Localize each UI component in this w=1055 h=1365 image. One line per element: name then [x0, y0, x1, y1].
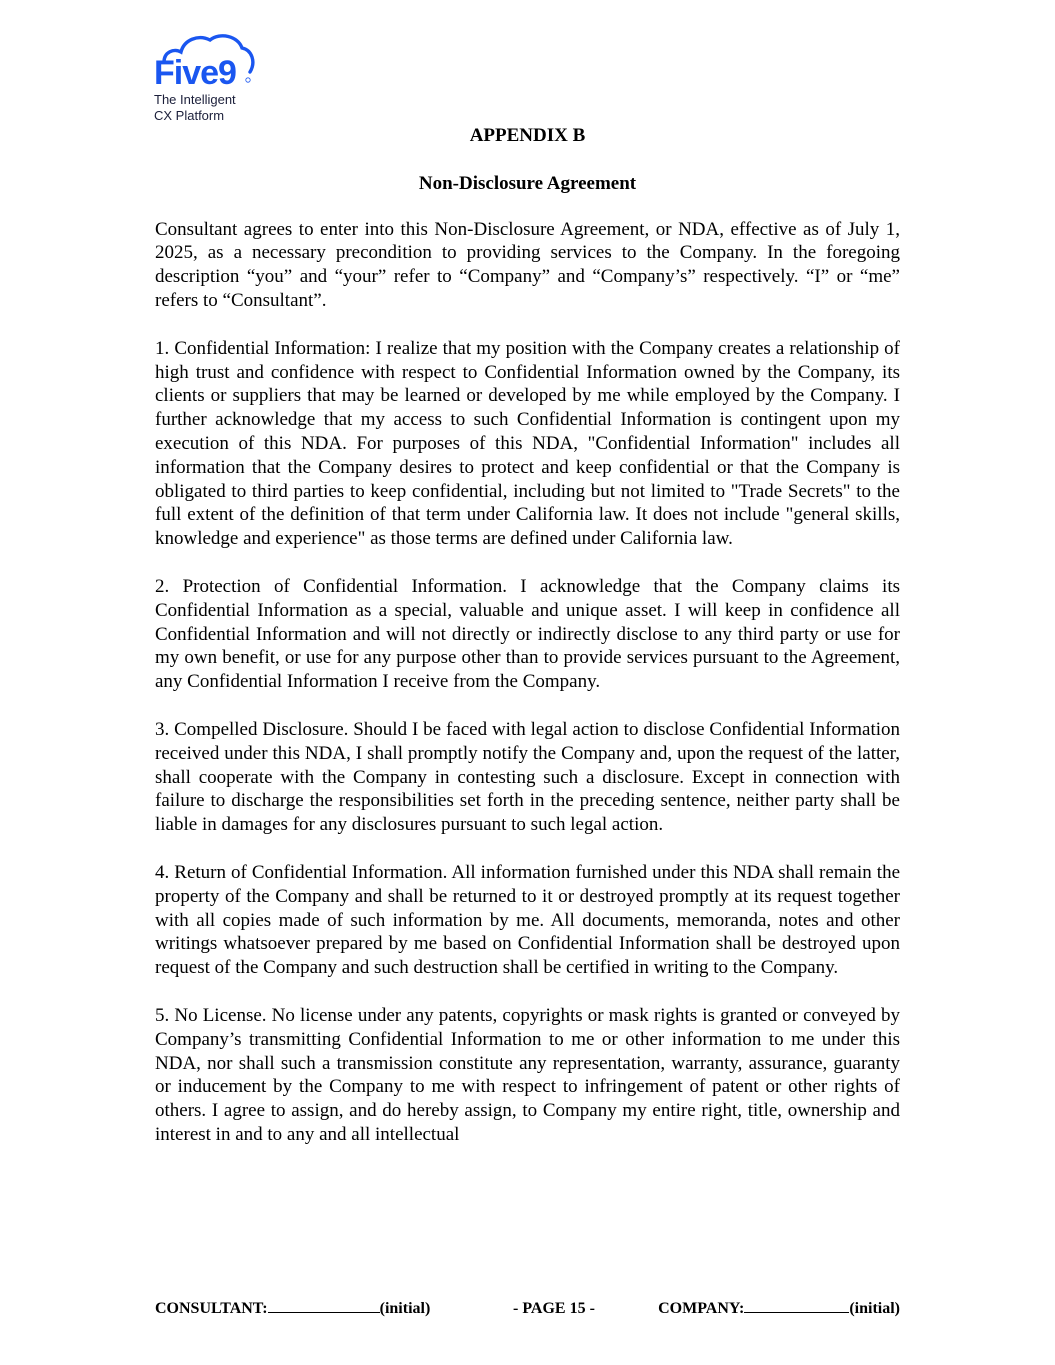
company-initial-block	[658, 1298, 900, 1320]
consultant-label: CONSULTANT:	[155, 1300, 268, 1317]
company-initial-text: (initial)	[849, 1300, 900, 1317]
appendix-title: APPENDIX B	[469, 125, 586, 146]
company-initial-line	[744, 1298, 849, 1313]
paragraph-confidential-information: 1. Confidential Information: I realize that my position with the Company creates a relationship of high trust and confidence with respect to Confidential Information owned by the Company, its clients or suppliers that may be learned or developed by me while employed by the Company. I further acknowledge that my access to such Confidential Information is contingent upon my execution of this NDA. For purposes of this NDA, "Confidential Information" includes all information that the Company desires to protect and keep confidential or that the Company is obligated to third parties to keep confidential, including but not limited to "Trade Secrets" to the full extent of the definition of that term under California law. It does not include "general skills, knowledge and experience" as those terms are defined under California law.	[155, 337, 900, 550]
svg-text:Five9: Five9	[154, 54, 236, 88]
agreement-title: Non-Disclosure Agreement	[418, 172, 637, 194]
paragraph-compelled-disclosure: 3. Compelled Disclosure. Should I be faced with legal action to disclose Confidential Information received under this NDA, I shall promptly notify the Company and, upon the request of the latter, shall cooperate with the Company in contesting such a disclosure. Except in connection with failure to discharge the responsibilities set forth in the preceding sentence, neither party shall be liable in damages for any disclosures pursuant to such legal action.	[155, 718, 900, 836]
five9-logo-icon	[154, 32, 256, 88]
paragraph-no-license: 5. No License. No license under any patents, copyrights or mask rights is granted or conveyed by Company’s transmitting Confidential Information to me or other information to me under this NDA, nor shall such a transmission constitute any representation, warranty, assurance, guaranty or inducement by the Company to me with respect to infringement of patent or other rights of others. I agree to assign, and do hereby assign, to Company my entire right, title, ownership and interest in and to any and all intellectual	[155, 1004, 900, 1145]
paragraph-return: 4. Return of Confidential Information. All information furnished under this NDA shall remain the property of the Company and shall be returned to it or destroyed promptly at its request together with all copies made of such information by me. All documents, memoranda, notes and other writings whatsoever prepared by me based on Confidential Information shall be destroyed upon request of the Company and such destruction shall be certified in writing to the Company.	[155, 861, 900, 979]
document-body	[155, 124, 900, 1171]
company-label: COMPANY:	[658, 1300, 745, 1317]
consultant-initial-text: (initial)	[379, 1300, 431, 1317]
logo-tagline-line2: CX Platform	[154, 108, 225, 123]
company-logo	[154, 32, 264, 124]
paragraph-protection: 2. Protection of Confidential Information. I acknowledge that the Company claims its Confidential Information as a special, valuable and unique asset. I will keep in confidence all Confidential Information and will not directly or indirectly disclose to any third party or use for my own benefit, or use for any purpose other than to provide services pursuant to the Agreement, any Confidential Information I receive from the Company.	[155, 575, 900, 693]
paragraph-intro: Consultant agrees to enter into this Non-Disclosure Agreement, or NDA, effective as of July 1, 2025, as a necessary precondition to providing services to the Company. In the foregoing description “you” and “your” refer to “Company” and “Company’s” respectively. “I” or “me” refers to “Consultant”.	[155, 218, 900, 311]
consultant-initial-line	[268, 1298, 380, 1313]
page-number: - PAGE 15 -	[513, 1300, 595, 1317]
consultant-initial-block	[155, 1298, 430, 1320]
logo-tagline-line1: The Intelligent	[154, 92, 236, 107]
